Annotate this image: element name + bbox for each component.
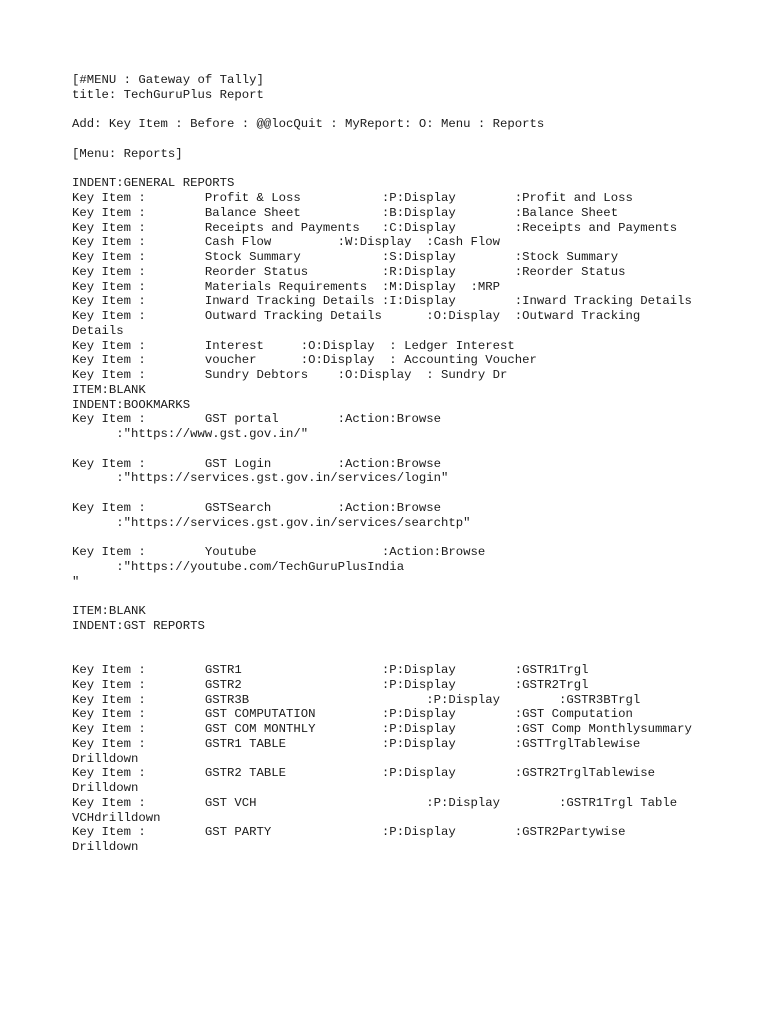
code-line: Key Item : Outward Tracking Details :O:Display :Outward Tracking — [72, 309, 641, 323]
code-line — [72, 442, 692, 457]
code-line: INDENT:GENERAL REPORTS — [72, 176, 235, 191]
code-line: INDENT:GST REPORTS — [72, 618, 205, 633]
code-line: Key Item : GSTR1 TABLE :P:Display :GSTTrglTablewise — [72, 736, 641, 751]
code-line: :"https://youtube.com/TechGuruPlusIndia — [72, 559, 405, 574]
code-line: Key Item : Cash Flow :W:Display :Cash Flow — [72, 235, 501, 250]
code-line: [Menu: Reports] — [72, 146, 183, 161]
code-line: Key Item : Reorder Status :R:Display :Reorder Status — [72, 264, 626, 279]
code-line: Key Item : GSTR2 TABLE :P:Display :GSTR2TrglTablewise — [72, 766, 655, 781]
code-line: " — [72, 574, 80, 589]
code-line — [72, 530, 692, 545]
code-line: Key Item : Youtube :Action:Browse — [72, 545, 486, 559]
code-line: Key Item : GST COM MONTHLY :P:Display :GST Comp Monthlysummary — [72, 722, 692, 736]
code-line: Key Item : Balance Sheet :B:Display :Balance Sheet — [72, 205, 619, 220]
code-line: Key Item : Profit & Loss :P:Display :Profit and Loss — [72, 191, 633, 205]
code-line: title: TechGuruPlus Report — [72, 87, 264, 102]
code-line: Key Item : Materials Requirements :M:Display :MRP — [72, 279, 501, 294]
code-line: Key Item : GSTR1 :P:Display :GSTR1Trgl — [72, 663, 589, 677]
code-line: ITEM:BLANK — [72, 604, 146, 618]
code-line — [72, 648, 692, 663]
code-line — [72, 634, 692, 649]
code-line: VCHdrilldown — [72, 810, 161, 825]
code-line: INDENT:BOOKMARKS — [72, 397, 191, 412]
code-line: Drilldown — [72, 751, 139, 766]
tdl-code-block — [72, 73, 692, 855]
code-line: Key Item : GST COMPUTATION :P:Display :GST Computation — [72, 707, 633, 722]
code-line: Key Item : Inward Tracking Details :I:Display :Inward Tracking Details — [72, 294, 692, 309]
code-line: Drilldown — [72, 840, 139, 854]
code-line: Key Item : GSTSearch :Action:Browse — [72, 500, 441, 515]
code-line: ITEM:BLANK — [72, 382, 146, 397]
code-line: Key Item : GST VCH :P:Display :GSTR1Trgl Table — [72, 795, 678, 810]
code-line: Key Item : Sundry Debtors :O:Display : Sundry Dr — [72, 368, 508, 382]
code-line: Key Item : Interest :O:Display : Ledger Interest — [72, 338, 515, 353]
code-line: :"https://www.gst.gov.in/" — [72, 427, 309, 441]
code-line: Drilldown — [72, 781, 139, 795]
code-line: Key Item : GSTR2 :P:Display :GSTR2Trgl — [72, 677, 589, 692]
code-line — [72, 103, 692, 118]
code-line: Details — [72, 323, 124, 338]
code-line: Key Item : Receipts and Payments :C:Display :Receipts and Payments — [72, 220, 678, 235]
code-line: Key Item : Stock Summary :S:Display :Stock Summary — [72, 250, 619, 264]
code-line — [72, 132, 692, 147]
code-line — [72, 486, 692, 501]
code-line: :"https://services.gst.gov.in/services/searchtp" — [72, 515, 471, 530]
code-line: Key Item : GST Login :Action:Browse — [72, 456, 441, 471]
code-line — [72, 589, 692, 604]
code-line: Key Item : GST PARTY :P:Display :GSTR2Partywise — [72, 825, 626, 840]
code-line — [72, 162, 692, 177]
code-line: Key Item : GST portal :Action:Browse — [72, 412, 441, 427]
code-line: Add: Key Item : Before : @@locQuit : MyReport: O: Menu : Reports — [72, 117, 545, 132]
code-line: Key Item : GSTR3B :P:Display :GSTR3BTrgl — [72, 692, 641, 707]
code-line: Key Item : voucher :O:Display : Accounting Voucher — [72, 353, 537, 368]
code-line: :"https://services.gst.gov.in/services/login" — [72, 471, 449, 486]
code-line: [#MENU : Gateway of Tally] — [72, 73, 264, 87]
